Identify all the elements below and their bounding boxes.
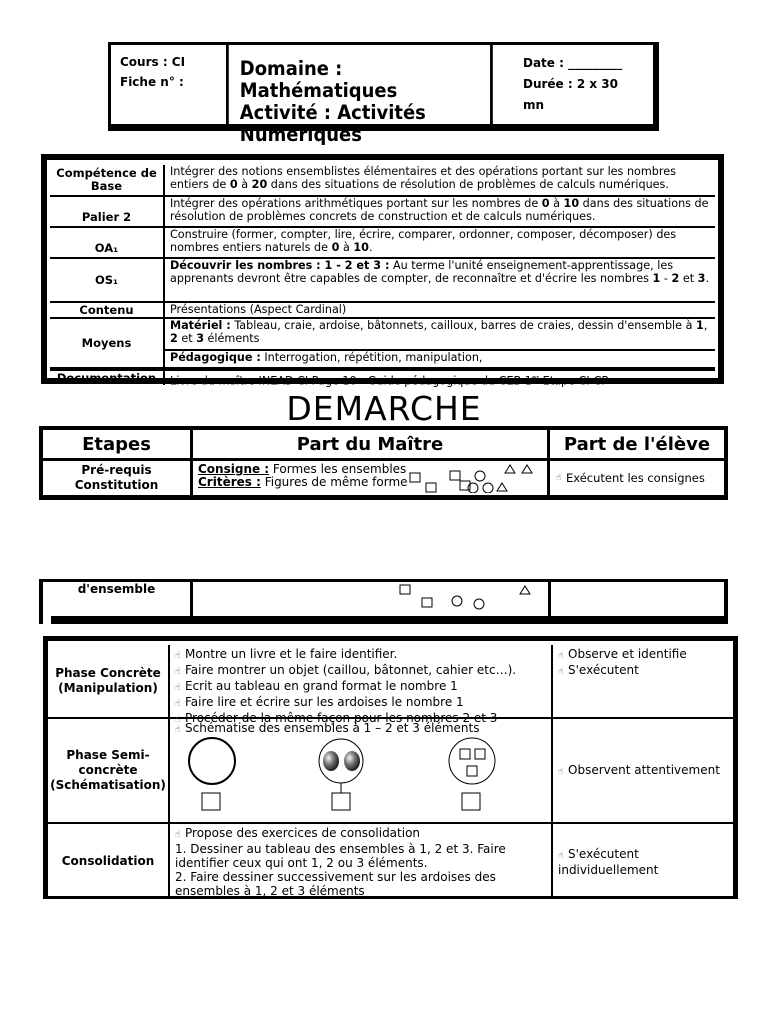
duree-unit: mn <box>523 98 545 112</box>
row-label: Compétence de Base <box>50 165 165 195</box>
col-maitre: Part du Maître <box>193 430 550 458</box>
row-label: Palier 2 <box>50 197 165 226</box>
partial-table-fragment <box>39 579 728 624</box>
row-value: Intégrer des notions ensemblistes élémentaires et des opérations portant sur les nombres entiers de 0 à 20 dans des situations de résolution de problèmes de calculs numériques. <box>170 165 676 191</box>
header-title-cell <box>226 45 493 146</box>
list-item: ☝ Faire montrer un objet (caillou, bâtonnet, cahier etc…). <box>175 663 517 677</box>
row-value: Livre du maître INEAD CI Page 10 - Guide pédagogique du CEB 1er Etape CI-CP <box>170 374 609 388</box>
phase-maitre <box>170 645 553 725</box>
prerequis-eleve: ☝ Exécutent les consignes <box>556 471 705 485</box>
list-item: ☝ Observent attentivement <box>558 762 720 777</box>
hand-pointer-icon: ☝ <box>175 667 181 677</box>
table-row <box>50 228 715 259</box>
partial-label: d'ensemble <box>43 582 193 616</box>
row-value <box>165 319 715 367</box>
table-row <box>50 197 715 228</box>
table-row <box>48 719 733 824</box>
hand-pointer-icon: ☝ <box>175 725 181 735</box>
hand-pointer-icon: ☝ <box>175 830 181 840</box>
list-item: ☝ Faire lire et écrire sur les ardoises le nombre 1 <box>175 695 464 709</box>
demarche-header-row <box>43 430 724 461</box>
duree-field: Durée : 2 x 30 <box>523 77 618 91</box>
phase-label: Phase Semi-concrète (Schématisation) <box>48 719 170 822</box>
list-item: ☝ Montre un livre et le faire identifier. <box>175 647 398 661</box>
prerequis-maitre: Consigne : Formes les ensembles Critères : Figures de même forme <box>193 461 550 495</box>
header-right-cell <box>516 45 653 124</box>
activite-title: Activité : Activités Numériques <box>239 101 426 146</box>
phase-maitre <box>170 824 553 898</box>
date-field: Date : _________ <box>523 56 623 70</box>
table-row <box>50 165 715 197</box>
phases-table <box>43 636 738 899</box>
demarche-table <box>39 426 728 500</box>
consolidation-text: 1. Dessiner au tableau des ensembles à 1, 2 et 3. Faire identifier ceux qui ont 1, 2 ou 3 éléments. 2. Faire dessiner successivement sur les ardoises des ensembles à 1, 2 et 3 éléments <box>175 842 506 898</box>
row-label: Moyens <box>50 319 165 367</box>
row-label: Contenu <box>50 303 165 317</box>
list-item: ☝ S'exécutent <box>558 663 639 677</box>
partial-shapes <box>398 583 538 613</box>
col-etapes: Etapes <box>43 430 193 458</box>
hand-pointer-icon: ☝ <box>558 851 564 861</box>
prerequis-row <box>43 461 724 495</box>
row-value: Présentations (Aspect Cardinal) <box>170 303 347 316</box>
row-label: OS₁ <box>50 259 165 301</box>
hand-pointer-icon: ☝ <box>175 715 181 725</box>
list-item: ☝ Ecrit au tableau en grand format le nombre 1 <box>175 679 458 693</box>
cours-label: Cours : CI <box>120 55 186 69</box>
phase-maitre <box>170 719 553 822</box>
fiche-label: Fiche n° : <box>120 75 184 89</box>
row-label: OA₁ <box>50 228 165 257</box>
table-row <box>50 369 715 388</box>
phase-eleve <box>553 824 733 898</box>
table-row <box>50 319 715 369</box>
table-row <box>50 259 715 303</box>
phase-eleve <box>553 719 733 822</box>
table-row <box>50 303 715 319</box>
lesson-header <box>108 42 659 146</box>
row-label: Documentation <box>50 371 165 385</box>
hand-pointer-icon: ☝ <box>558 766 564 777</box>
hand-pointer-icon: ☝ <box>175 683 181 693</box>
competence-table <box>41 154 724 388</box>
shapes-figure <box>408 463 548 493</box>
list-item: ☝ Propose des exercices de consolidation <box>175 826 421 840</box>
demarche-title: DEMARCHE <box>286 389 482 428</box>
domaine-title: Domaine : Mathématiques <box>239 57 398 102</box>
phase-label: Consolidation <box>48 824 170 898</box>
materiel-cell: Matériel : Tableau, craie, ardoise, bâtonnets, cailloux, barres de craies, dessin d'ensemble à 1, 2 et 3 éléments <box>165 319 715 351</box>
list-item: ☝ Schématise des ensembles à 1 – 2 et 3 éléments <box>175 721 480 735</box>
table-row <box>48 645 733 725</box>
phase-eleve <box>553 645 733 717</box>
hand-pointer-icon: ☝ <box>556 473 562 483</box>
list-item: ☝ Procéder de la même façon pour les nombres 2 et 3 <box>175 711 498 725</box>
row-value: Construire (former, compter, lire, écrire, comparer, ordonner, composer, décomposer) des nombres entiers naturels de 0 à 10. <box>170 228 677 254</box>
hand-pointer-icon: ☝ <box>558 667 564 677</box>
sets-schema-figure <box>180 735 550 817</box>
header-left-cell <box>111 45 226 124</box>
list-item: ☝ Observe et identifie <box>558 647 687 661</box>
col-eleve: Part de l'élève <box>563 433 711 455</box>
pedagogique-cell: Pédagogique : Interrogation, répétition, manipulation, <box>170 351 483 364</box>
row-value: Découvrir les nombres : 1 - 2 et 3 : Au terme l'unité enseignement-apprentissage, les apprenants devront être capables de compter, de reconnaître et d'écrire les nombres 1 - 2 et 3. <box>170 259 710 285</box>
list-item: ☝ S'exécutent individuellement <box>558 847 659 877</box>
table-row <box>48 824 733 898</box>
row-value: Intégrer des opérations arithmétiques portant sur les nombres de 0 à 10 dans des situations de résolution de problèmes concrets de construction et de calculs numériques. <box>170 197 709 223</box>
phase-label: Phase Concrète (Manipulation) <box>48 645 170 717</box>
hand-pointer-icon: ☝ <box>175 699 181 709</box>
hand-pointer-icon: ☝ <box>558 651 564 661</box>
prerequis-label: Pré-requis Constitution <box>43 461 193 495</box>
hand-pointer-icon: ☝ <box>175 651 181 661</box>
